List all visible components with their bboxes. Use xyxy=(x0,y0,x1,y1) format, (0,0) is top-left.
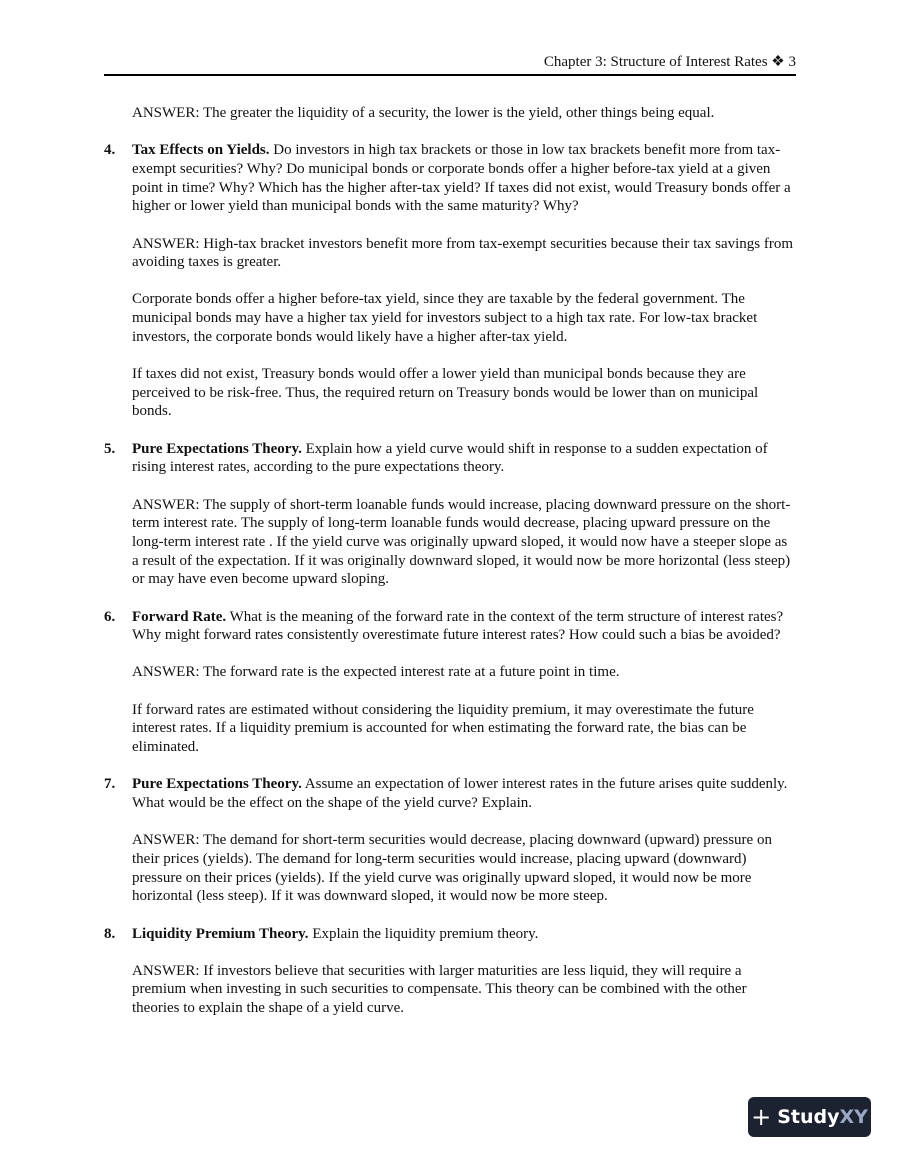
page-content xyxy=(104,104,796,1036)
question-title: Liquidity Premium Theory. xyxy=(132,925,309,942)
question-title: Tax Effects on Yields. xyxy=(132,142,270,159)
question-number: 6. xyxy=(104,608,116,625)
question-title: Forward Rate. xyxy=(132,608,227,625)
question-text: Explain the liquidity premium theory. xyxy=(308,925,539,942)
question-body xyxy=(132,141,796,216)
question-title: Pure Expectations Theory. xyxy=(132,776,302,793)
question-6 xyxy=(104,608,796,645)
studyxy-logo[interactable] xyxy=(748,1097,871,1137)
question-number: 7. xyxy=(104,776,116,793)
question-7 xyxy=(104,775,796,812)
answer-paragraph: ANSWER: High-tax bracket investors benefit more from tax-exempt securities because their tax savings from avoiding taxes is greater. xyxy=(132,235,794,271)
question-text: Explain how a yield curve would shift in response to a sudden expectation of rising interest rates, according to the pure expectations theory. xyxy=(132,440,768,476)
question-title: Pure Expectations Theory. xyxy=(132,440,302,457)
answer-paragraph: If taxes did not exist, Treasury bonds would offer a lower yield than municipal bonds because they are perceived to be risk-free. Thus, the required return on Treasury bonds would be lower than on municipal bonds. xyxy=(132,366,759,420)
question-8 xyxy=(104,925,796,944)
logo-text-xy: XY xyxy=(839,1106,868,1128)
question-text: What is the meaning of the forward rate in the context of the term structure of interest rates? Why might forward rates consistently overestimate future interest rates? How could such a bias be avoided? xyxy=(132,608,784,644)
question-number: 5. xyxy=(104,440,116,457)
question-4 xyxy=(104,141,796,216)
page-header xyxy=(104,52,796,76)
question-body xyxy=(132,775,796,812)
answer-paragraph: ANSWER: If investors believe that securities with larger maturities are less liquid, they will require a premium when investing in such securities to compensate. This theory can be combined with the other theories to explain the shape of a yield curve. xyxy=(132,962,747,1017)
answer-paragraph: Corporate bonds offer a higher before-tax yield, since they are taxable by the federal government. The municipal bonds may have a higher tax yield for investors subject to a high tax rate. For low-tax bracket investors, the corporate bonds would likely have a higher after-tax yield. xyxy=(132,291,758,345)
answer-paragraph: ANSWER: The supply of short-term loanable funds would increase, placing downward pressure on the short-term interest rate. The supply of long-term loanable funds would decrease, placing upward pressure on the long-term interest rate . If the yield curve was originally upward sloped, it would now have a steeper slope as a result of the expectation. If it was originally downward sloped, it would now be more horizontal (less steep) or may have even become upward sloping. xyxy=(132,496,791,588)
question-text: Assume an expectation of lower interest rates in the future arises quite suddenly. What would be the effect on the shape of the yield curve? Explain. xyxy=(132,776,788,811)
answer-paragraph: ANSWER: The forward rate is the expected interest rate at a future point in time. xyxy=(132,664,620,681)
question-text: Do investors in high tax brackets or those in low tax brackets benefit more from tax-exempt securities? Why? Do municipal bonds or corporate bonds offer a higher before-tax yield at a given point in time? Why? Which has the higher after-tax yield? If taxes did not exist, would Treasury bonds offer a higher or lower yield than municipal bonds with the same maturity? Why? xyxy=(132,142,791,215)
question-body xyxy=(132,608,796,645)
intro-answer: ANSWER: The greater the liquidity of a security, the lower is the yield, other things being equal. xyxy=(132,105,715,121)
logo-text-study: Study xyxy=(777,1106,840,1128)
question-number: 4. xyxy=(104,142,116,159)
header-text: Chapter 3: Structure of Interest Rates ❖ 3 xyxy=(543,54,796,70)
question-body xyxy=(132,925,796,944)
answer-paragraph: If forward rates are estimated without considering the liquidity premium, it may overestimate the future interest rates. If a liquidity premium is accounted for when estimating the forward rate, the bias can be eliminated. xyxy=(132,701,754,756)
question-5 xyxy=(104,440,796,477)
plus-icon: + xyxy=(751,1103,772,1131)
question-number: 8. xyxy=(104,925,116,942)
answer-paragraph: ANSWER: The demand for short-term securities would decrease, placing downward (upward) pressure on their prices (yields). The demand for long-term securities would increase, placing upward (downward) pressure on their prices (yields). If the yield curve was originally upward sloped, it would now be more horizontal (less steep). If it was downward sloped, it would now be more steep. xyxy=(132,832,772,905)
question-body xyxy=(132,440,796,477)
